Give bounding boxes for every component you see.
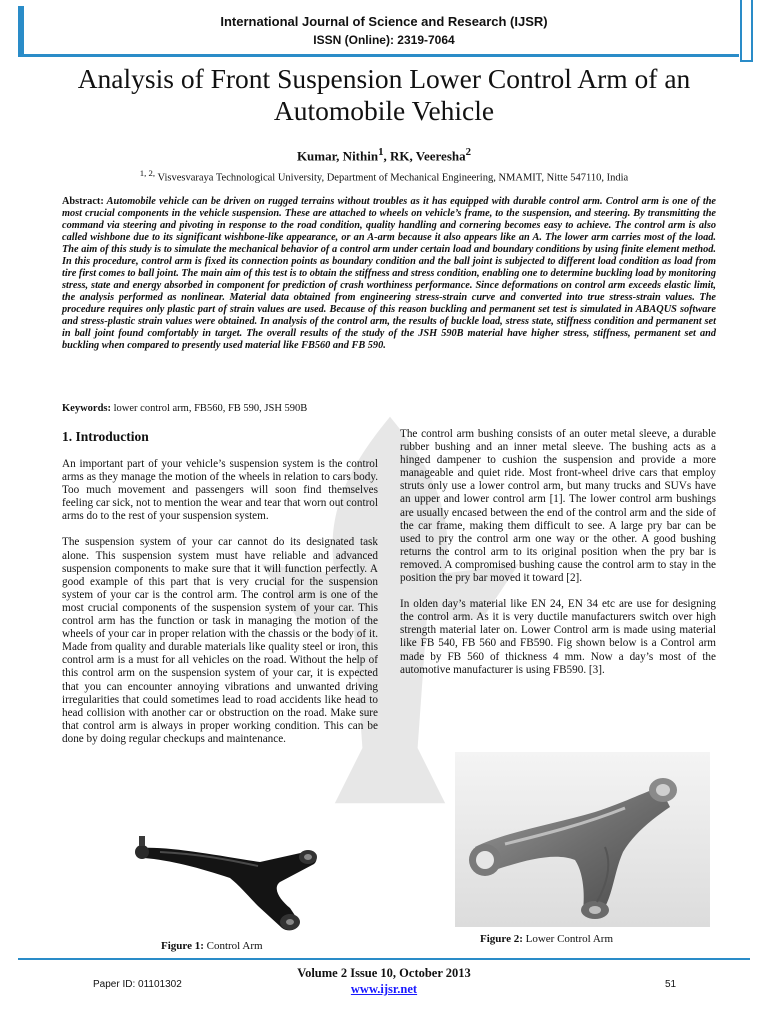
paper-id: Paper ID: 01101302	[93, 979, 182, 990]
right-paragraph: The control arm bushing consists of an outer metal sleeve, a durable rubber bushing and an inner metal sleeve. The bushing acts as a hinged dampener to cushion the suspension and provide a more manageable and quiet ride. Most front-wheel drive cars that employ struts only use a lower control arm, but many trucks and SUVs have an upper and lower control arm [1]. The lower control arm bushings are usually encased between the end of the control arm and the side of the car frame, making them difficult to see. A large pry bar can be used to pry the control arm one way or the other. A good bushing returns the control arm to its original position when the pry bar is removed. A compromised bushing cause the control arm to stay in the position the pry bar moved it toward [2].	[400, 428, 716, 585]
affiliation-text: Visvesvaraya Technological University, Department of Mechanical Engineering, NMAMIT, Nitte 547110, India	[155, 172, 629, 184]
right-column	[400, 428, 716, 690]
author-list	[0, 146, 768, 164]
figure-1-control-arm-image	[130, 828, 330, 936]
website-link[interactable]: www.ijsr.net	[350, 982, 418, 996]
keywords-text: lower control arm, FB560, FB 590, JSH 590B	[111, 403, 308, 414]
paper-title: Analysis of Front Suspension Lower Control Arm of an Automobile Vehicle	[77, 63, 691, 126]
footer-divider	[18, 958, 750, 960]
author-sup-1: 1	[378, 146, 384, 158]
figure-2-lower-control-arm-image	[455, 752, 710, 927]
author-sup-2: 2	[465, 146, 472, 158]
author-names-1: Kumar, Nithin	[296, 148, 379, 164]
journal-issn: ISSN (Online): 2319-7064	[313, 33, 455, 47]
affiliation-sup: 1, 2,	[139, 168, 156, 178]
figure-1-caption-text: Control Arm	[203, 940, 263, 952]
keywords-label: Keywords:	[62, 403, 111, 414]
keywords	[62, 403, 716, 414]
section-heading: 1. Introduction	[62, 429, 149, 444]
left-paragraph: An important part of your vehicle’s suspension system is the control arms as they manage the motion of the wheels in relation to cars body. Too much movement and passengers will soon find themselves feeling car sick, not to mention the wear and tear that worn out control arms do to the rest of your suspension system.	[62, 458, 378, 523]
left-paragraph: The suspension system of your car cannot do its designated task alone. This suspension system must have reliable and advanced suspension components to make sure that it will function perfectly. A good example of this part that is very crucial for the suspension system of your car is the control arm. The control arm is one of the most crucial components of the suspension system of your car. This control arm has the function or task in managing the motion of the wheels of your car in proper relation with the chassis or the body of it. Made from quality and durable materials like quality steel or iron, this control arm is a must for all vehicles on the road. Without the help of this control arm on the suspension system of your car, it is expected that you can encounter annoying vibrations and unwanted driving irregularities that could sometimes lead to road accidents like head to head collision with another car or obstruction on the road. Make sure that control arm is always in proper working condition. This can be done by doing regular checkups and maintenance.	[62, 536, 378, 745]
abstract-label: Abstract:	[62, 196, 104, 207]
abstract-text: Automobile vehicle can be driven on rugged terrains without troubles as it has equipped with durable control arm. Control arm is one of the most crucial components in the vehicle suspension. These are attached to wheels on vehicle’s frame, to the suspension, and steering. By transmitting the command via steering and pivoting in response to the road condition, quality handling and cornering becomes easy to achieve. The control arm is also called wishbone due to its significant wishbone-like appearance, or an A-arm because it also appears like an A. The lower arm carries most of the load. The aim of this study is to simulate the mechanical behavior of a control arm under certain load and boundary conditions by using finite element method. In this procedure, control arm is fixed its connection points as boundary condition and the ball joint is subjected to different load condition as load from tire first comes to ball joint. The main aim of this test is to obtain the stiffness and stress condition, enabling one to determine buckling load by monitoring stress, state and energy absorbed in component for prediction of crash worthiness performance. Since deformations on control arm exceeds elastic limit, the analysis performed as nonlinear. Material data obtained from engineering stress-strain curve and converted into true stress-strain values. The procedure requires only plastic part of strain values are used. Because of this reason buckling and permanent set test is simulated in ABAQUS software and stress-plastic strain values were obtained. In analysis of the control arm, the results of buckle load, stress state, stiffness condition and permanent set in ball joint found comfortably in target. The overall results of the study of the JSH 590B material have higher stress, stiffness, permanent set and buckling when compared to presently used material like FB560 and FB 590.	[62, 196, 716, 351]
left-column	[62, 458, 378, 759]
volume-info: Volume 2 Issue 10, October 2013	[297, 966, 471, 980]
right-paragraph: In olden day’s material like EN 24, EN 34 etc are use for designing the control arm. As it is very ductile manufacturers switch over high strength material later on. Lower Control arm is made using material like FB 540, FB 560 and FB590. Fig shown below is a Control arm made by FB 560 of thickness 4 mm. Now a day’s most of the automotive manufacturer is using FB590. [3].	[400, 598, 716, 676]
affiliation	[0, 168, 768, 184]
figure-2-caption-text: Lower Control Arm	[522, 933, 614, 945]
journal-name: International Journal of Science and Research (IJSR)	[220, 14, 548, 29]
abstract	[62, 196, 716, 352]
page-number: 51	[665, 979, 677, 990]
figure-1-caption	[161, 940, 263, 952]
author-names-2: , RK, Veeresha	[383, 148, 466, 164]
figure-2-label: Figure 2:	[480, 933, 523, 945]
figure-2-caption	[480, 933, 613, 945]
header-accent-bar	[740, 0, 753, 62]
figure-1-label: Figure 1:	[161, 940, 204, 952]
